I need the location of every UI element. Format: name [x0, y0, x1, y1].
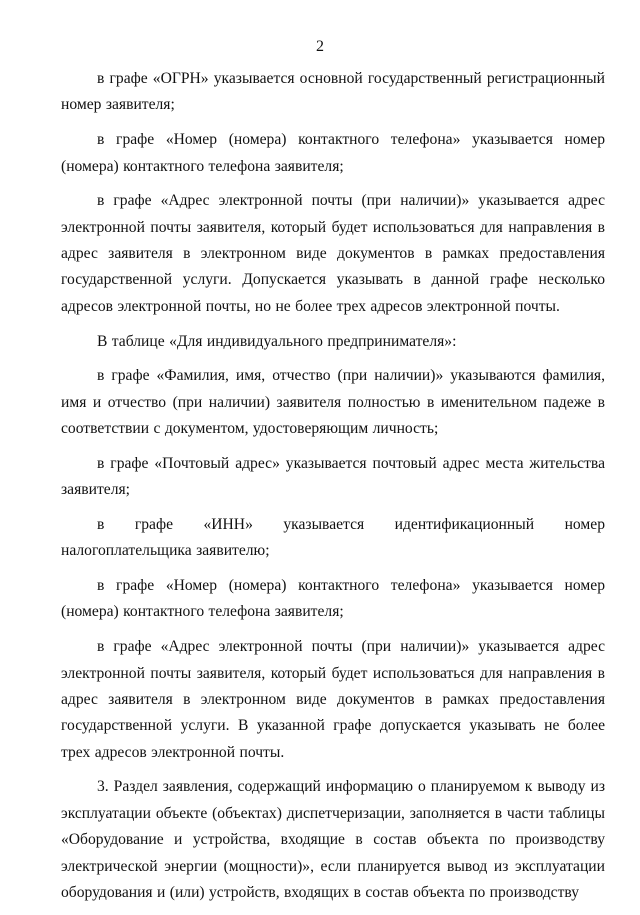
paragraph-section-3: 3. Раздел заявления, содержащий информацию о планируемом к выводу из эксплуатации объекте (объектах) диспетчеризации, заполняется в части таблицы «Оборудование и устройства, входящие в состав объекта по производству электрической энергии (мощности)», если планируется вывод из эксплуатации оборудования и (или) устройств, входящих в состав объекта по производству — [61, 778, 605, 902]
paragraph-email-entrepreneur: в графе «Адрес электронной почты (при наличии)» указывается адрес электронной почты заявителя, который будет использоваться для направления в адрес заявителя в электронном виде документов в рамках предоставления государственной услуги. В указанной графе допускается указывать не более трех адресов электронной почты. — [61, 638, 605, 761]
paragraph-ogrn: в графе «ОГРН» указывается основной государственный регистрационный номер заявителя; — [61, 70, 605, 114]
document-body — [61, 66, 605, 915]
paragraph-phone-entrepreneur: в графе «Номер (номера) контактного телефона» указывается номер (номера) контактного телефона заявителя; — [61, 576, 605, 621]
page-number: 2 — [316, 38, 324, 55]
paragraph-entrepreneur-table: В таблице «Для индивидуального предпринимателя»: — [97, 332, 457, 350]
paragraph-postal-address: в графе «Почтовый адрес» указывается почтовый адрес места жительства заявителя; — [61, 454, 605, 499]
paragraph-email-legal: в графе «Адрес электронной почты (при наличии)» указывается адрес электронной почты заявителя, который будет использоваться для направления в адрес заявителя в электронном виде документов в рамках предоставления государственной услуги. Допускается указывать в данной графе несколько адресов электронной почты, но не более трех адресов электронной почты. — [61, 192, 605, 315]
paragraph-full-name: в графе «Фамилия, имя, отчество (при наличии)» указываются фамилия, имя и отчество (при наличии) заявителя полностью в именительном падеже в соответствии с документом, удостоверяющим личность; — [61, 367, 605, 438]
paragraph-phone-legal: в графе «Номер (номера) контактного телефона» указывается номер (номера) контактного телефона заявителя; — [61, 131, 605, 175]
paragraph-inn: в графе «ИНН» указывается идентификационный номер налогоплательщика заявителю; — [61, 515, 605, 560]
